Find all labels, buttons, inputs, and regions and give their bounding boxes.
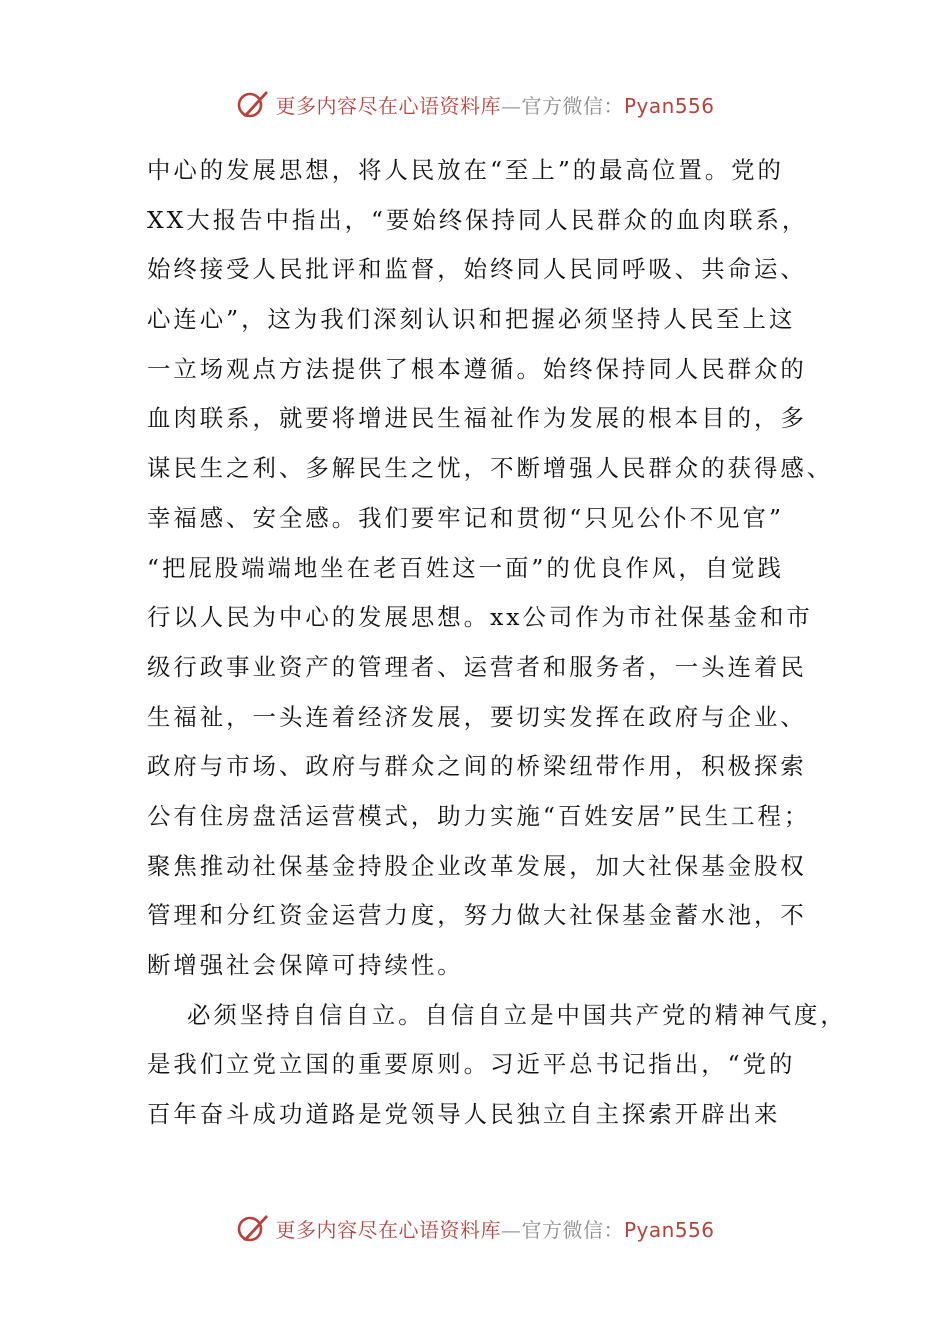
text-line: 一立场观点方法提供了根本遵循。始终保持同人民群众的 [147,354,807,383]
paragraph [147,146,834,991]
text-line: XX大报告中指出，“要始终保持同人民群众的血肉联系， [147,205,809,234]
text-line: 中心的发展思想，将人民放在“至上”的最高位置。党的 [147,156,784,184]
banner-official-label: 官方微信： [521,1217,624,1242]
text-line: 管理和分红资金运营力度，努力做大社保基金蓄水池，不 [147,901,807,930]
header-banner [0,82,950,126]
text-line: 公有住房盘活运营模式，助力实施“百姓安居”民生工程； [147,801,811,830]
text-line: 始终接受人民批评和监督，始终同人民同呼吸、共命运、 [147,255,807,284]
pen-circle-logo-icon [235,1210,271,1246]
pen-circle-logo-icon [235,86,271,122]
banner-main-text: 更多内容尽在心语资料库 [275,1217,501,1242]
banner-wechat-id: Pyan556 [623,93,715,118]
banner-main-text: 更多内容尽在心语资料库 [275,93,501,118]
banner-dash: — [500,1217,522,1242]
text-line: 血肉联系，就要将增进民生福祉作为发展的根本目的，多 [147,404,807,433]
text-line: 级行政事业资产的管理者、运营者和服务者，一头连着民 [147,652,807,681]
text-line: 幸福感、安全感。我们要牢记和贯彻“只见公仆不见官” [147,503,784,532]
text-line: 聚焦推动社保基金持股企业改革发展，加大社保基金股权 [147,851,807,880]
text-line: 必须坚持自信自立。自信自立是中国共产党的精神气度， [187,1000,847,1029]
text-line: 行以人民为中心的发展思想。xx公司作为市社保基金和市 [147,603,813,632]
text-line: 谋民生之利、多解民生之忧，不断增强人民群众的获得感、 [147,454,834,483]
text-line: 断增强社会保障可持续性。 [147,951,464,979]
footer-banner [0,1206,950,1250]
banner-official-label: 官方微信： [521,93,624,118]
banner-dash: — [500,93,522,118]
text-line: 百年奋斗成功道路是党领导人民独立自主探索开辟出来 [147,1100,781,1129]
document-body [147,146,847,1140]
banner-wechat-id: Pyan556 [623,1217,715,1242]
text-line: 心连心”，这为我们深刻认识和把握必须坚持人民至上这 [147,305,796,334]
text-line: 政府与市场、政府与群众之间的桥梁纽带作用，积极探索 [147,752,807,781]
text-line: 是我们立党立国的重要原则。习近平总书记指出，“党的 [147,1050,796,1079]
text-line: “把屁股端端地坐在老百姓这一面”的优良作风，自觉践 [147,553,784,582]
paragraph [147,991,847,1140]
text-line: 生福祉，一头连着经济发展，要切实发挥在政府与企业、 [147,702,807,731]
